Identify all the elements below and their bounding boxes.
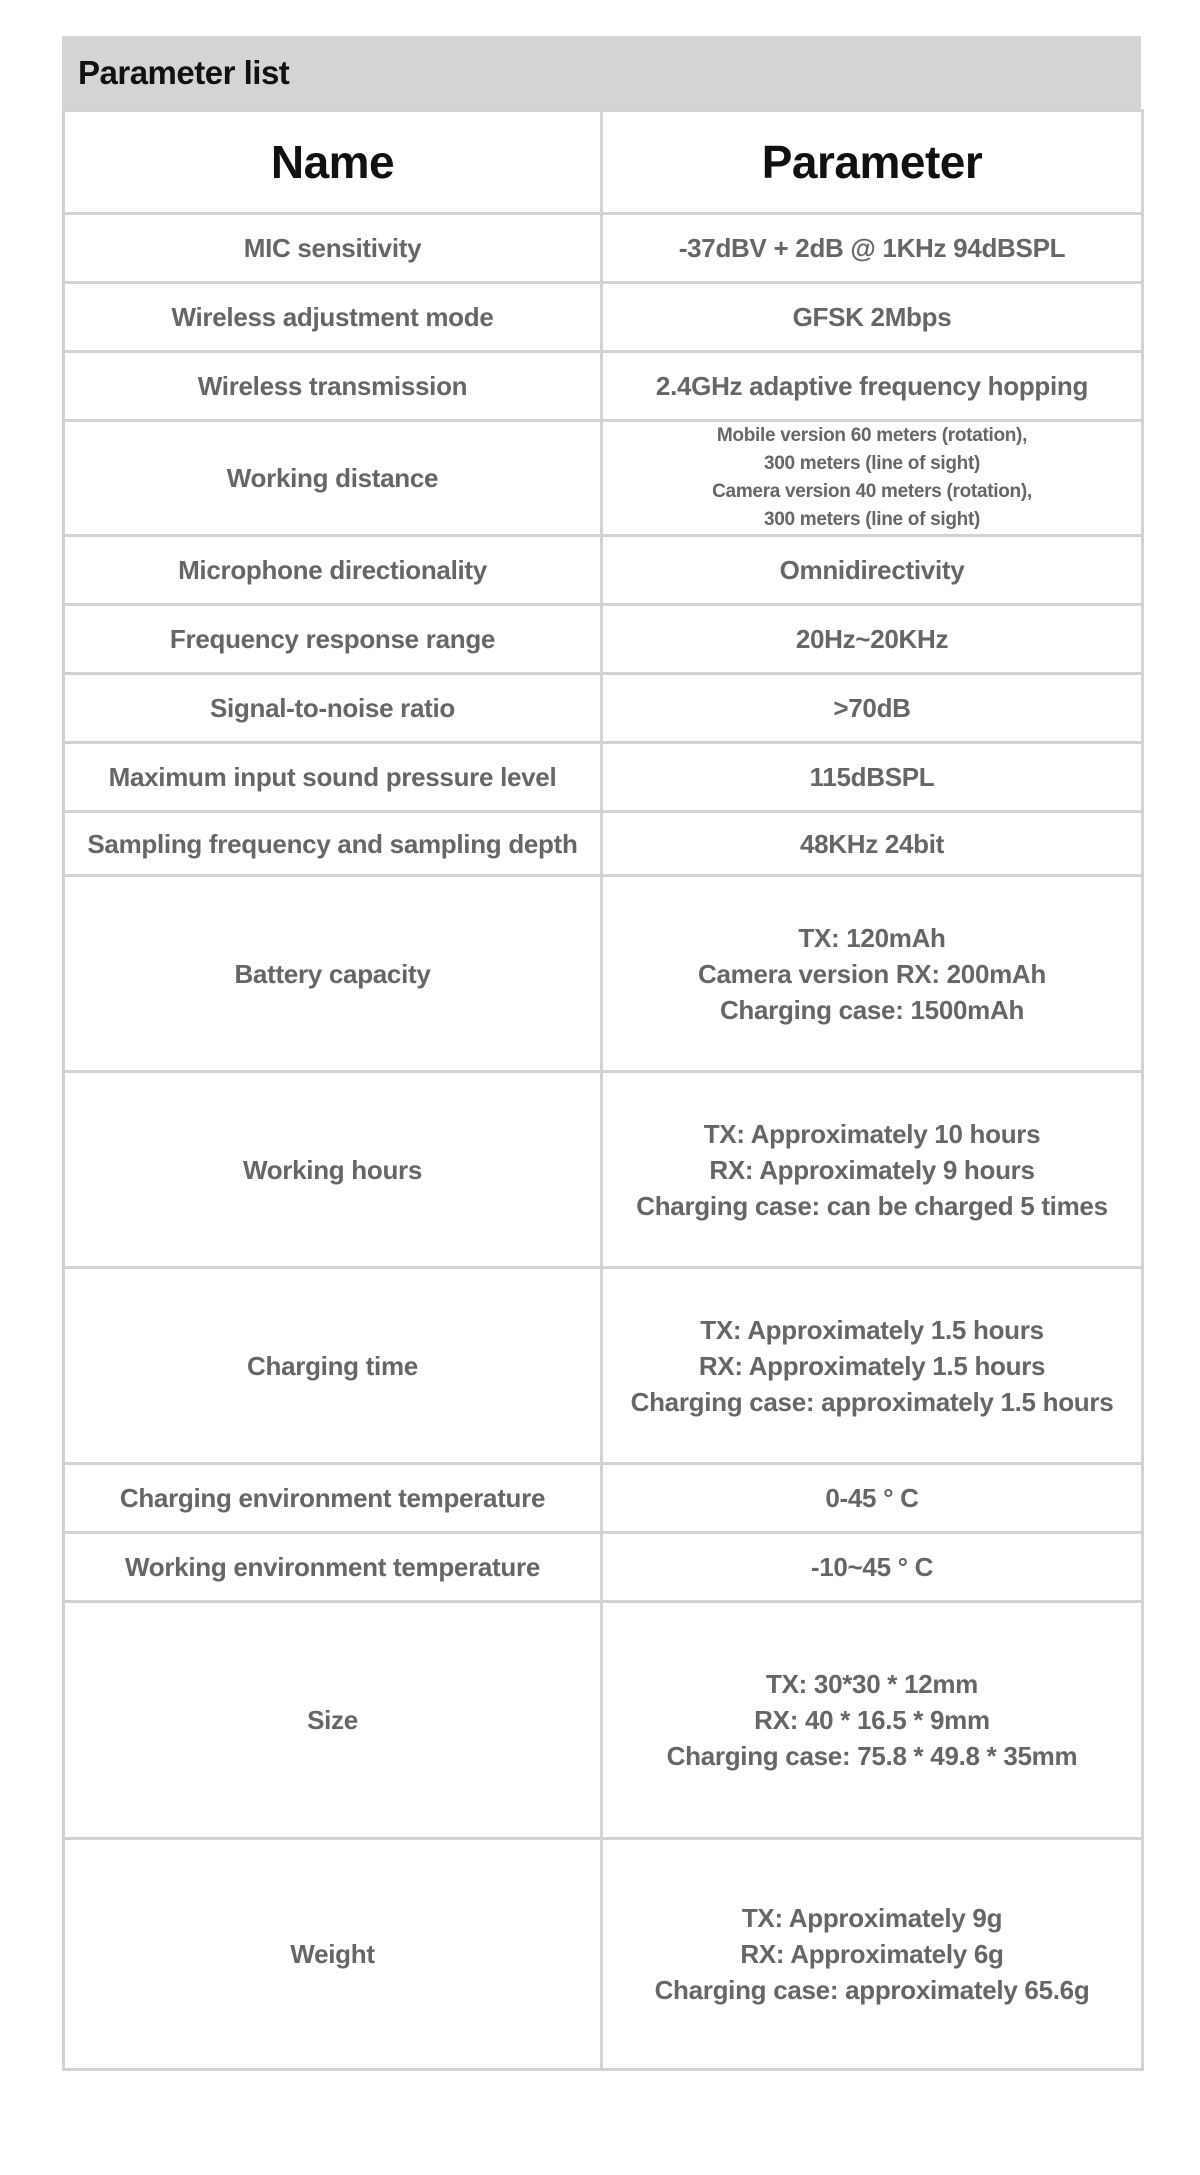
parameter-value [602,605,1143,674]
table-row [64,1839,1143,2070]
parameter-value [602,352,1143,421]
parameter-name: Signal-to-noise ratio [64,674,602,743]
table-header-row [64,111,1143,214]
parameter-table [62,109,1144,2071]
parameter-value-line: 115dBSPL [809,762,935,792]
parameter-name: Working environment temperature [64,1533,602,1602]
parameter-value-line: 2.4GHz adaptive frequency hopping [655,371,1089,401]
table-row [64,1464,1143,1533]
table-body [64,214,1143,2070]
parameter-value-line: Charging case: 1500mAh [719,994,1025,1025]
title-bar [62,36,1141,109]
parameter-value-line: 300 meters (line of sight) [763,453,981,474]
parameter-name: MIC sensitivity [64,214,602,283]
parameter-value-line: >70dB [833,693,911,723]
parameter-value-line: 48KHz 24bit [799,828,945,859]
parameter-value [602,1533,1143,1602]
parameter-name: Battery capacity [64,876,602,1072]
table-row [64,421,1143,536]
parameter-name: Sampling frequency and sampling depth [64,812,602,876]
parameter-name: Working distance [64,421,602,536]
parameter-value-line: Charging case: can be charged 5 times [636,1190,1108,1221]
parameter-name: Frequency response range [64,605,602,674]
parameter-name: Wireless transmission [64,352,602,421]
parameter-name: Maximum input sound pressure level [64,743,602,812]
parameter-value [602,812,1143,876]
parameter-value-line: Charging case: 75.8 * 49.8 * 35mm [666,1741,1078,1771]
parameter-name: Wireless adjustment mode [64,283,602,352]
parameter-value [602,1072,1143,1268]
table-row [64,1533,1143,1602]
parameter-value-line: TX: 30*30 * 12mm [766,1669,978,1699]
parameter-value [602,743,1143,812]
parameter-value [602,674,1143,743]
parameter-value-line: Camera version 40 meters (rotation), [712,481,1032,502]
parameter-value-line: TX: Approximately 10 hours [703,1118,1041,1149]
parameter-sheet [62,36,1141,2071]
parameter-value-line: Charging case: approximately 65.6g [654,1975,1090,2005]
table-row [64,352,1143,421]
parameter-value [602,1602,1143,1839]
parameter-value-line: Charging case: approximately 1.5 hours [630,1386,1114,1417]
parameter-value-line: RX: Approximately 6g [740,1939,1004,1969]
parameter-value-line: RX: Approximately 1.5 hours [698,1350,1046,1381]
parameter-value-line: -10~45 ° C [810,1552,934,1582]
parameter-name: Size [64,1602,602,1839]
parameter-name: Charging environment temperature [64,1464,602,1533]
parameter-name: Charging time [64,1268,602,1464]
parameter-value-line: Camera version RX: 200mAh [698,958,1046,989]
parameter-value-line: TX: Approximately 1.5 hours [700,1314,1044,1345]
parameter-name: Microphone directionality [64,536,602,605]
parameter-value [602,283,1143,352]
parameter-value-line: GFSK 2Mbps [792,302,952,332]
parameter-name: Working hours [64,1072,602,1268]
parameter-value-line: Mobile version 60 meters (rotation), [716,425,1028,446]
table-row [64,812,1143,876]
parameter-value [602,1839,1143,2070]
column-header-parameter: Parameter [602,111,1143,214]
table-row [64,743,1143,812]
parameter-value-line: RX: 40 * 16.5 * 9mm [754,1705,990,1735]
table-row [64,674,1143,743]
table-row [64,214,1143,283]
table-row [64,876,1143,1072]
parameter-value-line: 20Hz~20KHz [795,624,949,654]
parameter-value-line: 300 meters (line of sight) [763,509,981,530]
parameter-value-line: 0-45 ° C [825,1483,919,1513]
table-row [64,1268,1143,1464]
table-row [64,1602,1143,1839]
parameter-value [602,214,1143,283]
parameter-value-line: TX: 120mAh [798,922,946,953]
parameter-value [602,1268,1143,1464]
table-row [64,605,1143,674]
parameter-value-line: TX: Approximately 9g [741,1903,1003,1933]
parameter-value-line: -37dBV + 2dB @ 1KHz 94dBSPL [678,233,1066,263]
parameter-value-line: Omnidirectivity [779,555,965,585]
parameter-value [602,536,1143,605]
parameter-name: Weight [64,1839,602,2070]
parameter-value [602,876,1143,1072]
page-title: Parameter list [78,53,290,91]
parameter-value-line: RX: Approximately 9 hours [709,1154,1035,1185]
table-row [64,1072,1143,1268]
column-header-name: Name [64,111,602,214]
table-row [64,536,1143,605]
parameter-value [602,1464,1143,1533]
parameter-value [602,421,1143,536]
table-row [64,283,1143,352]
